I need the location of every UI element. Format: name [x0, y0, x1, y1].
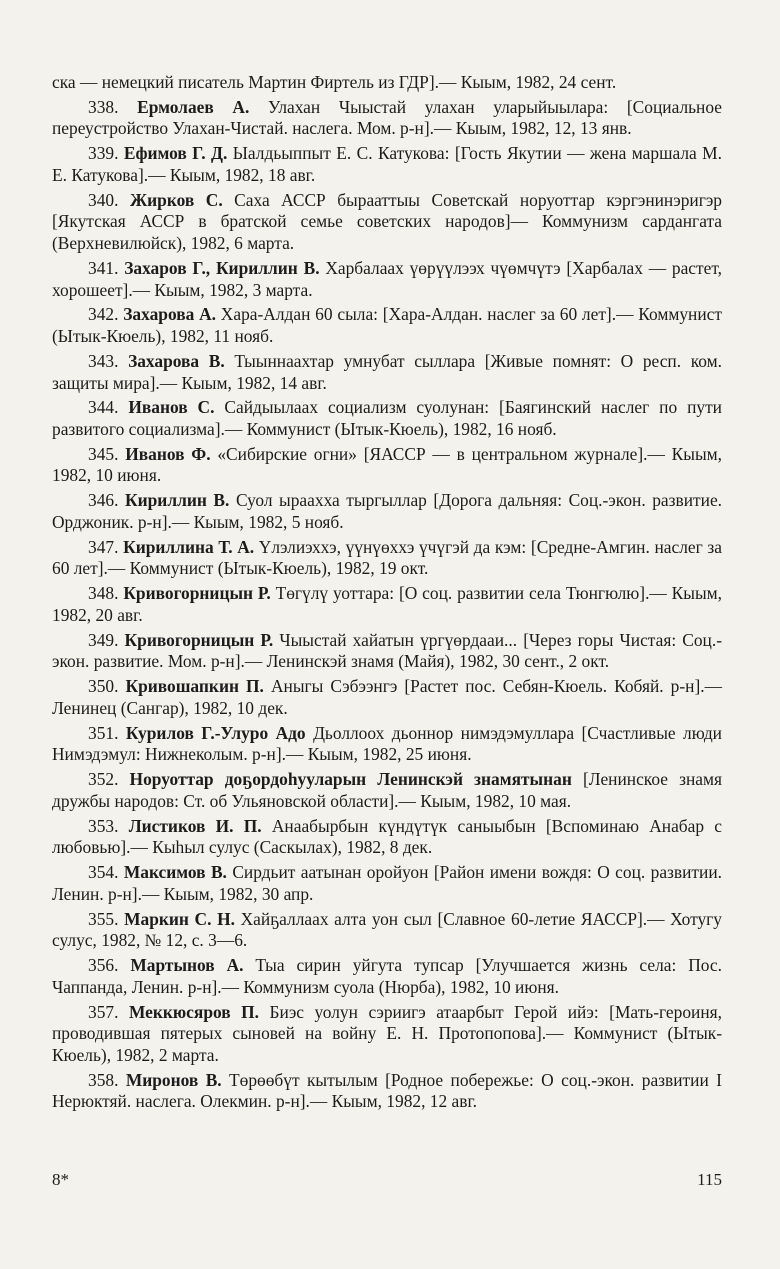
- entry-text: Хара-Алдан 60 сыла: [Хара-Алдан. наслег за 60 лет].— Коммунист (Ытык-Кюель), 1982, 11 нояб.: [52, 304, 722, 347]
- entry-author: Иванов Ф.: [125, 443, 211, 464]
- bibliography-entry: [52, 816, 722, 859]
- entry-author: Максимов В.: [123, 862, 227, 883]
- entry-text: Саха АССР бырааттыы Советскай норуоттар кэргэнинэригэр [Якутская АССР в братской семье советских народов]— Коммунизм сардангата (Верхневилюйск), 1982, 6 марта.: [52, 189, 722, 254]
- entry-number: 358.: [88, 1069, 119, 1090]
- bibliography-entry: [52, 397, 722, 440]
- page-number: 115: [697, 1170, 722, 1189]
- entry-text: ска — немецкий писатель Мартин Фиртель из ГДР].— Кыым, 1982, 24 сент.: [52, 72, 617, 92]
- entry-text: Үлэлиэххэ, үүнүөххэ үчүгэй да кэм: [Средне-Амгин. наслег за 60 лет].— Коммунист (Ытык-Кюель), 1982, 19 окт.: [52, 536, 722, 579]
- entry-text: Суол ыраахха тыргыллар [Дорога дальняя: Соц.-экон. развитие. Орджоник. р-н].— Кыым, 1982, 5 нояб.: [52, 490, 723, 532]
- entry-number: 344.: [88, 397, 119, 418]
- bibliography-entry: [52, 583, 722, 626]
- entry-number: 348.: [88, 583, 119, 604]
- entry-text: [Ленинское знамя дружбы народов: Ст. об Ульяновской области].— Кыым, 1982, 10 мая.: [52, 769, 722, 811]
- entry-number: 343.: [88, 350, 119, 371]
- entry-author: Мартынов А.: [130, 955, 244, 976]
- entry-text: Тыыннаахтар умнубат сыллара [Живые помнят: О респ. ком. защиты мира].— Кыым, 1982, 14 авг.: [52, 350, 722, 393]
- entry-number: 342.: [88, 304, 119, 325]
- bibliography-entry: [52, 351, 722, 394]
- entry-author: Листиков И. П.: [128, 815, 262, 836]
- entry-author: Меккюсяров П.: [128, 1001, 260, 1022]
- entry-text: Хайҕаллаах алта уон сыл [Славное 60-летие ЯАССР].— Хотугу сулус, 1982, № 12, с. 3—6.: [52, 908, 722, 951]
- entry-author: Кривошапкин П.: [125, 676, 264, 697]
- bibliography-entry: [52, 723, 722, 766]
- entry-number: 357.: [88, 1001, 119, 1022]
- bibliography-entry: [52, 190, 722, 255]
- bibliography-entry: [52, 143, 722, 186]
- entry-text: Биэс уолун сэриигэ атаарбыт Герой ийэ: [Мать-героиня, проводившая пятерых сыновей на войну Е. Н. Протопопова].— Коммунист (Ытык-Кюель), 1982, 2 марта.: [52, 1001, 722, 1065]
- bibliography-entry: [52, 490, 722, 533]
- entry-author: Норуоттар доҕордоһууларын Ленинскэй знамятынан: [129, 769, 572, 790]
- entry-number: 354.: [88, 862, 119, 883]
- entry-number: 345.: [88, 443, 119, 464]
- entry-number: 349.: [88, 629, 119, 650]
- entry-text: Ыалдьыппыт Е. С. Катукова: [Гость Якутии — жена маршала М. Е. Катукова].— Кыым, 1982, 18 авг.: [52, 143, 722, 185]
- bibliography-entry: [52, 258, 722, 301]
- entry-author: Ефимов Г. Д.: [123, 143, 228, 164]
- entry-number: 341.: [88, 257, 119, 278]
- entry-number: 350.: [88, 676, 119, 697]
- bibliography-entry: [52, 955, 722, 998]
- page-footer: [52, 1170, 722, 1190]
- bibliography-entry: [52, 676, 722, 719]
- entry-author: Кривогорницын Р.: [123, 583, 271, 604]
- bibliography-entry: [52, 630, 722, 673]
- entry-author: Жирков С.: [129, 189, 223, 210]
- entry-number: 346.: [88, 490, 119, 511]
- entry-author: Кириллин В.: [125, 490, 230, 511]
- entry-text: Аныгы Сэбээнгэ [Растет пос. Себян-Кюель. Кобяй. р-н].— Ленинец (Сангар), 1982, 10 дек.: [52, 676, 722, 718]
- signature-mark: 8*: [52, 1170, 69, 1189]
- bibliography-entry: [52, 444, 722, 487]
- bibliography-entry: [52, 304, 722, 347]
- entry-text: Чыыстай хайатын үргүөрдааи... [Через горы Чистая: Соц.-экон. развитие. Мом. р-н].— Ленинскэй знамя (Майя), 1982, 30 сент., 2 окт.: [52, 629, 722, 672]
- entry-number: 339.: [88, 143, 119, 164]
- entry-number: 352.: [88, 769, 119, 790]
- entry-number: 340.: [88, 189, 119, 210]
- bibliography-entry: [52, 537, 722, 580]
- entry-text: «Сибирские огни» [ЯАССР — в центральном журнале].— Кыым, 1982, 10 июня.: [52, 443, 722, 486]
- entry-text: Тыа сирин уйгута тупсар [Улучшается жизнь села: Пос. Чаппанда, Ленин. р-н].— Коммунизм суола (Нюрба), 1982, 10 июня.: [52, 955, 722, 997]
- entry-author: Миронов В.: [125, 1069, 222, 1090]
- bibliography-entry: [52, 909, 722, 952]
- entry-text: Сайдыылаах социализм суолунан: [Баягинский наслег по пути развитого социализма].— Коммунист (Ытык-Кюель), 1982, 16 нояб.: [52, 397, 722, 439]
- bibliography-entry: [52, 769, 722, 812]
- entry-author: Кривогорницын Р.: [124, 629, 274, 650]
- entry-author: Захаров Г., Кириллин В.: [124, 257, 320, 278]
- entry-number: 356.: [88, 955, 119, 976]
- entry-number: 355.: [88, 908, 119, 929]
- entry-author: Курилов Г.-Улуро Адо: [125, 722, 306, 743]
- bibliography-entry: [52, 862, 722, 905]
- entry-text: Төрөөбүт кытылым [Родное побережье: О соц.-экон. развитии I Нерюктяй. наслега. Олекмин. р-н].— Кыым, 1982, 12 авг.: [52, 1069, 722, 1112]
- entry-author: Иванов С.: [128, 397, 215, 418]
- bibliography-entry: [52, 1070, 722, 1113]
- entry-author: Маркин С. Н.: [124, 908, 235, 929]
- entry-author: Захарова А.: [123, 304, 216, 325]
- entry-number: 338.: [88, 96, 119, 117]
- entry-text: Сирдьит аатынан оройуон [Район имени вождя: О соц. развитии. Ленин. р-н].— Кыым, 1982, 30 апр.: [52, 862, 722, 904]
- bibliography-list: [52, 72, 722, 1113]
- entry-author: Кириллина Т. А.: [123, 536, 255, 557]
- entry-number: 353.: [88, 815, 119, 836]
- entry-author: Ермолаев А.: [137, 96, 250, 117]
- entry-number: 351.: [88, 722, 119, 743]
- entry-text: Төгүлү уоттара: [О соц. развитии села Тюнгюлю].— Кыым, 1982, 20 авг.: [52, 583, 723, 625]
- entry-author: Захарова В.: [128, 350, 225, 371]
- entry-text: Дьоллоох дьоннор нимэдэмуллара [Счастливые люди Нимэдэмул: Нижнеколым. р-н].— Кыым, 1982, 25 июня.: [52, 722, 722, 765]
- bibliography-entry: [52, 1002, 722, 1067]
- entry-number: 347.: [88, 536, 119, 557]
- entry-text: Анаабырбын күндүтүк саныыбын [Вспоминаю Анабар с любовью].— Кыһыл сулус (Саскылах), 1982, 8 дек.: [52, 815, 723, 858]
- bibliography-entry: [52, 97, 722, 140]
- bibliography-entry: [52, 72, 722, 94]
- entry-text: Харбалаах үөрүүлээх чүөмчүтэ [Харбалах — растет, хорошеет].— Кыым, 1982, 3 марта.: [52, 257, 722, 300]
- entry-text: Улахан Чыыстай улахан уларыйыылара: [Социальное переустройство Улахан-Чистай. наслега. Мом. р-н].— Кыым, 1982, 12, 13 янв.: [52, 96, 722, 139]
